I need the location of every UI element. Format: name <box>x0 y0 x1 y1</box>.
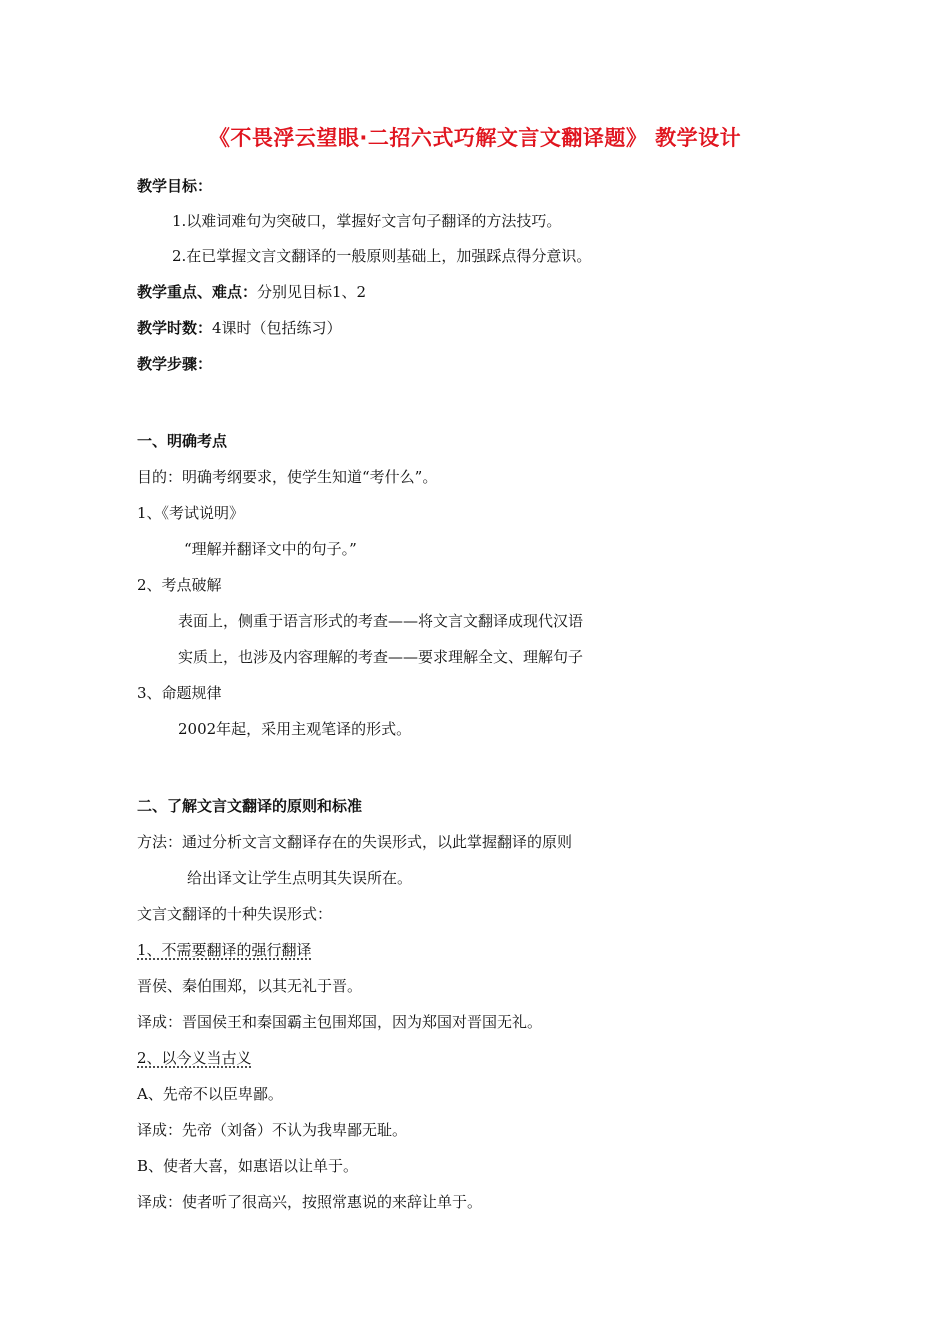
objective-item-2: 2.在已掌握文言文翻译的一般原则基础上，加强踩点得分意识。 <box>172 247 592 265</box>
section1-point2-surface: 表面上，侧重于语言形式的考查——将文言文翻译成现代汉语 <box>178 612 584 630</box>
section1-point1-quote: “理解并翻译文中的句子。” <box>184 540 357 558</box>
section1-point2-essence: 实质上，也涉及内容理解的考查——要求理解全文、理解句子 <box>178 648 584 666</box>
document-title: 《不畏浮云望眼·二招六式巧解文言文翻译题》 教学设计 <box>208 126 742 150</box>
error2-b-translation: 译成：使者听了很高兴，按照常惠说的来辞让单于。 <box>137 1193 483 1211</box>
section1-heading: 一、明确考点 <box>137 432 228 450</box>
objective-item-1: 1.以难词难句为突破口，掌握好文言句子翻译的方法技巧。 <box>172 212 562 230</box>
error2-a-source: A、先帝不以臣卑鄙。 <box>137 1085 283 1103</box>
error1-translation: 译成：晋国侯王和秦国霸主包围郑国，因为郑国对晋国无礼。 <box>137 1013 543 1031</box>
keypoints-label: 教学重点、难点： <box>137 283 258 301</box>
error2-a-translation: 译成：先帝（刘备）不认为我卑鄙无耻。 <box>137 1121 408 1139</box>
section1-point2: 2、考点破解 <box>137 576 222 594</box>
hours-value: 4课时（包括练习） <box>212 319 342 337</box>
section1-purpose: 目的：明确考纲要求，使学生知道“考什么”。 <box>137 468 438 486</box>
objectives-label: 教学目标： <box>137 177 213 195</box>
section1-point3: 3、命题规律 <box>137 684 222 702</box>
section2-heading: 二、了解文言文翻译的原则和标准 <box>137 797 363 815</box>
section1-point1: 1、《考试说明》 <box>137 504 245 522</box>
section2-intro: 文言文翻译的十种失误形式： <box>137 905 333 923</box>
steps-label: 教学步骤： <box>137 355 213 373</box>
error1-title: 1、不需要翻译的强行翻译 <box>137 941 312 959</box>
section1-point3-detail: 2002年起，采用主观笔译的形式。 <box>178 720 412 738</box>
hours-line <box>137 318 342 338</box>
hours-label: 教学时数： <box>137 319 213 337</box>
keypoints-line <box>137 282 366 302</box>
error2-title: 2、以今义当古义 <box>137 1049 252 1067</box>
error1-source: 晋侯、秦伯围郑，以其无礼于晋。 <box>137 977 363 995</box>
keypoints-value: 分别见目标1、2 <box>257 283 367 301</box>
section2-method: 方法：通过分析文言文翻译存在的失误形式，以此掌握翻译的原则 <box>137 833 573 851</box>
section2-method-continued: 给出译文让学生点明其失误所在。 <box>187 869 413 887</box>
error2-b-source: B、使者大喜，如惠语以让单于。 <box>137 1157 359 1175</box>
